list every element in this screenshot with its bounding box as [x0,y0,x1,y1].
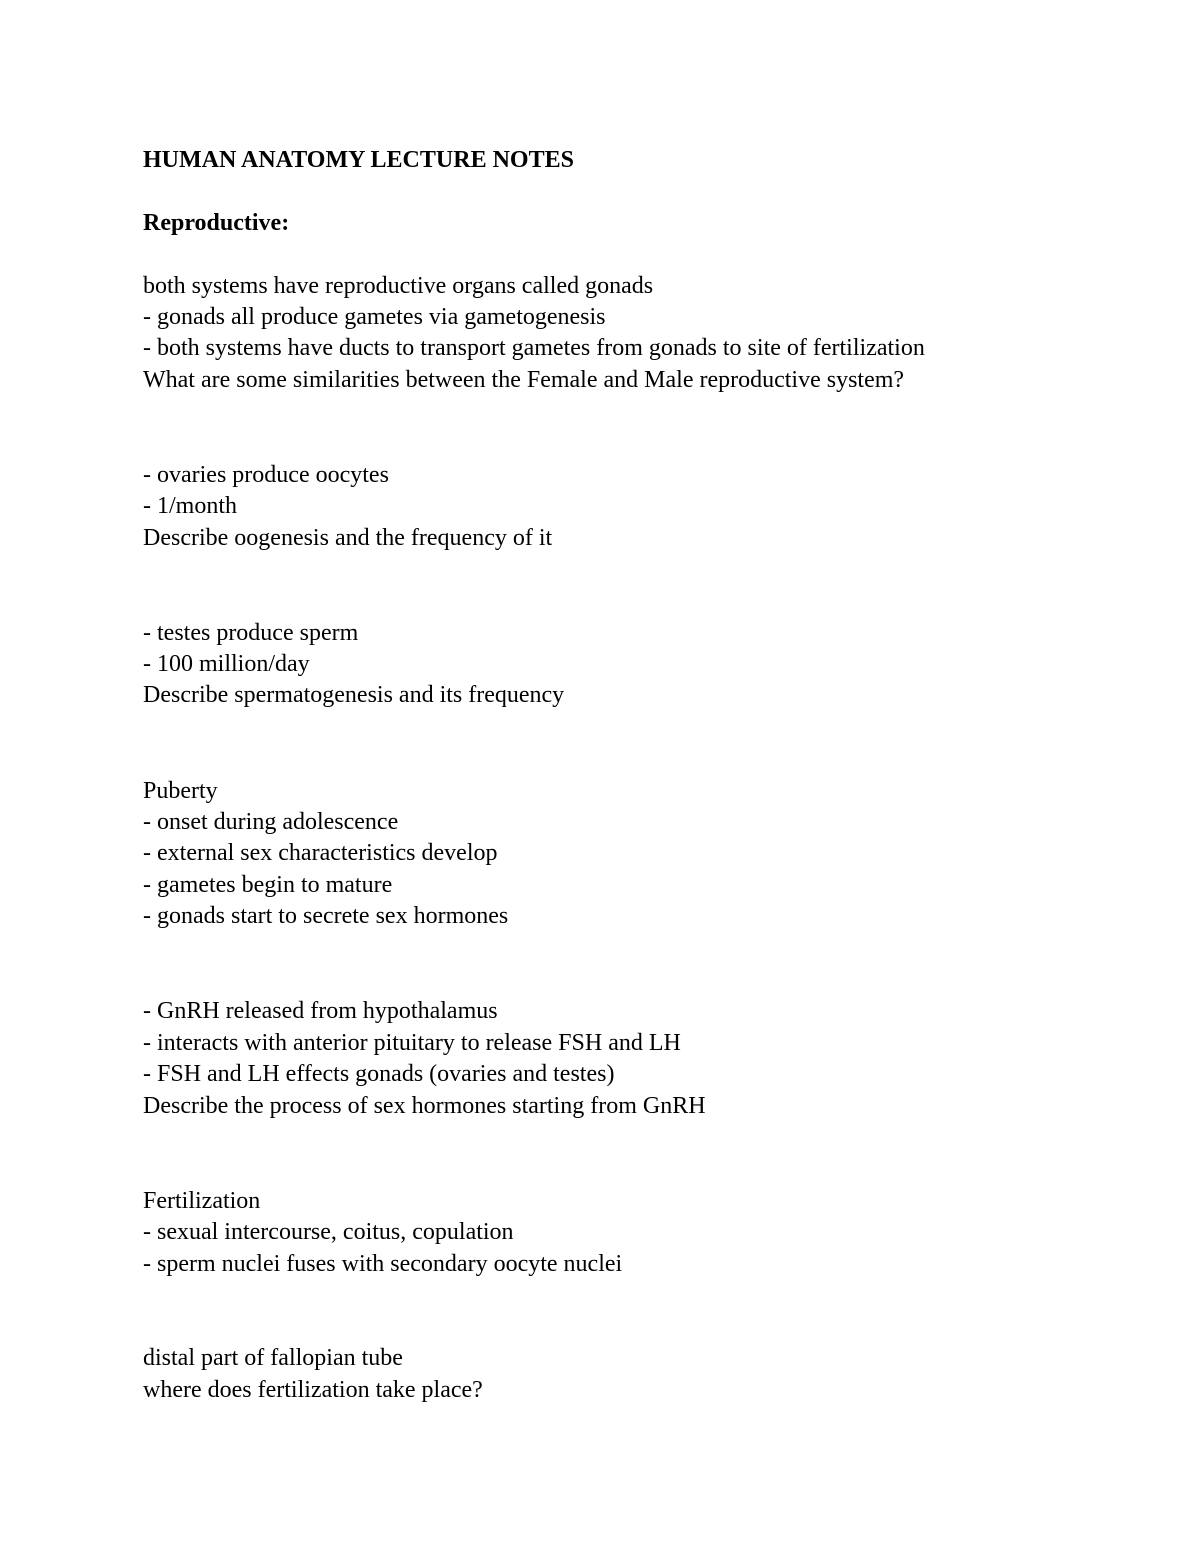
topic-heading: Fertilization [143,1188,261,1214]
note-line: - 1/month [143,493,237,519]
note-line: - testes produce sperm [143,620,359,646]
question-line: Describe the process of sex hormones starting from GnRH [143,1093,706,1119]
note-line: - FSH and LH effects gonads (ovaries and testes) [143,1061,615,1087]
question-line: where does fertilization take place? [143,1377,483,1403]
note-line: - sexual intercourse, coitus, copulation [143,1219,514,1245]
question-line: What are some similarities between the Female and Male reproductive system? [143,367,905,393]
section-heading: Reproductive: [143,210,290,236]
note-line: - both systems have ducts to transport gametes from gonads to site of fertilization [143,335,925,361]
note-line: - gonads start to secrete sex hormones [143,903,509,929]
note-line: both systems have reproductive organs called gonads [143,273,654,299]
note-line: - gonads all produce gametes via gametogenesis [143,304,606,330]
note-line: - interacts with anterior pituitary to release FSH and LH [143,1030,681,1056]
document-title: HUMAN ANATOMY LECTURE NOTES [143,147,574,173]
question-line: Describe spermatogenesis and its frequency [143,682,565,708]
note-line: - onset during adolescence [143,809,399,835]
note-line: - gametes begin to mature [143,872,393,898]
note-line: - GnRH released from hypothalamus [143,998,498,1024]
note-line: - ovaries produce oocytes [143,462,389,488]
note-line: distal part of fallopian tube [143,1345,403,1371]
topic-heading: Puberty [143,778,218,804]
note-line: - sperm nuclei fuses with secondary oocyte nuclei [143,1251,623,1277]
note-line: - external sex characteristics develop [143,840,498,866]
question-line: Describe oogenesis and the frequency of it [143,525,553,551]
note-line: - 100 million/day [143,651,310,677]
